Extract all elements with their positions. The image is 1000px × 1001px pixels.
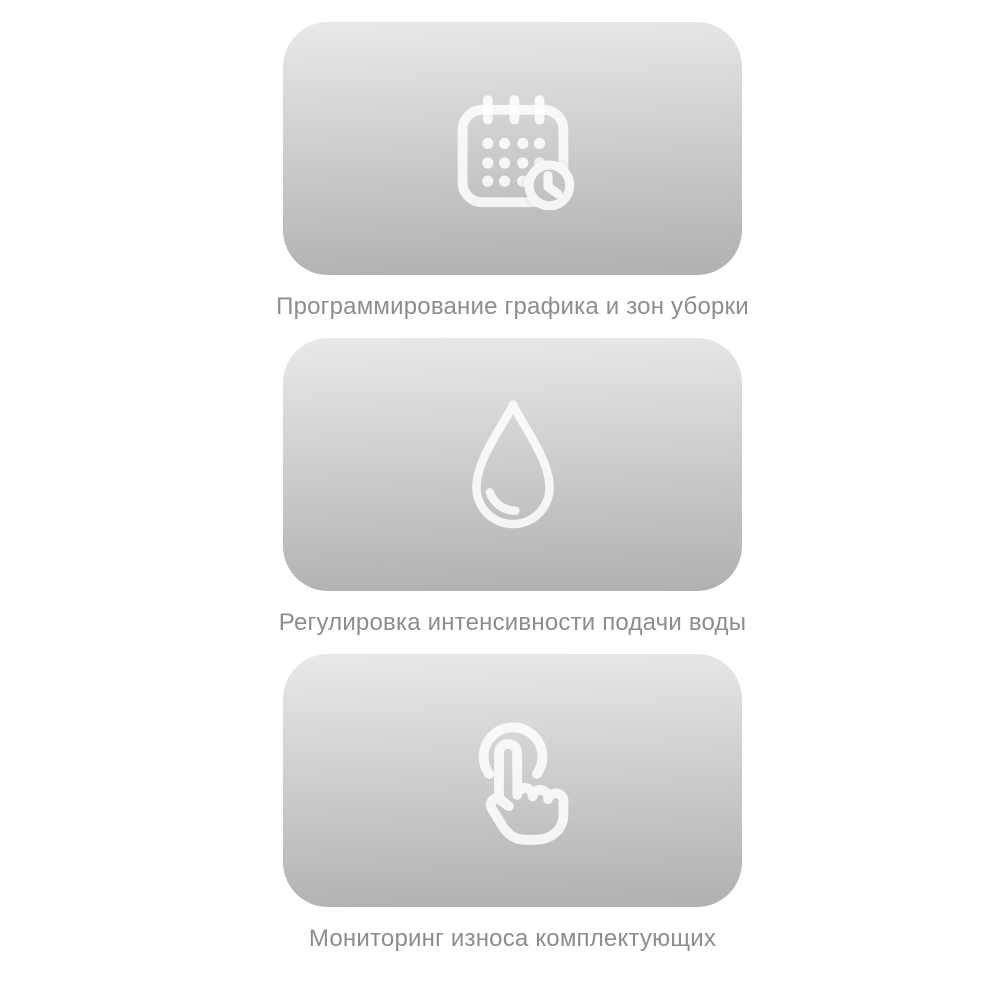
feature-caption-water: Регулировка интенсивности подачи воды [278,608,747,636]
feature-block-water [278,338,747,654]
water-drop-icon [452,395,574,535]
feature-caption-schedule: Программирование графика и зон уборки [276,292,749,320]
finger-tap-icon [443,711,583,851]
feature-card-water [283,338,742,591]
feature-block-wear [283,654,742,970]
calendar-clock-icon [443,79,583,219]
feature-card-schedule [283,22,742,275]
feature-caption-wear: Мониторинг износа комплектующих [308,924,717,952]
feature-block-schedule [276,22,749,338]
feature-card-wear [283,654,742,907]
feature-list [276,22,749,970]
